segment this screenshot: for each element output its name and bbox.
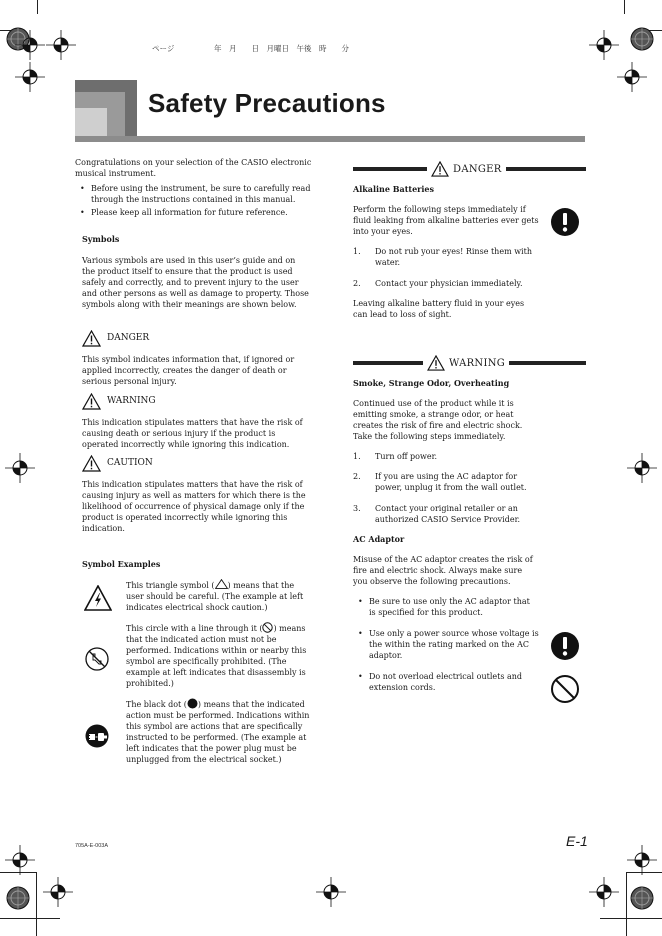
mandatory-action-icon (550, 631, 580, 661)
page-title: Safety Precautions (148, 88, 386, 118)
symbols-heading: Symbols (82, 234, 120, 244)
prohibition-inline-icon (262, 622, 273, 633)
example3-text-post: ) means that the indicated action must be performed. Indications within this symbol are actions that are specifically instructed to be performed. (The example at left indicates that the power plug must be unplugged from the electrical socket.) (126, 700, 310, 764)
danger-text: This symbol indicates information that, if ignored or applied incorrectly, creates the danger of death or serious personal injury. (82, 355, 295, 386)
crosshair-target-icon (46, 30, 76, 60)
list-item: • Please keep all information for future reference. (75, 207, 315, 218)
alkaline-after-text: Leaving alkaline battery fluid in your eyes can lead to loss of sight. (353, 299, 525, 319)
print-header-page-label: ページ (152, 44, 175, 53)
ac-adaptor-text: Misuse of the AC adaptor creates the risk of fire and electric shock. Always make sure you observe the following precautions. (353, 555, 533, 586)
example2-text (126, 622, 310, 689)
warning-label: WARNING (107, 396, 156, 406)
ac-adaptor-heading: AC Adaptor (353, 534, 405, 544)
crosshair-target-icon (589, 30, 619, 60)
example1-text-post: ) means that the user should be careful. (The example at left indicates electrical shock caution.) (126, 581, 304, 612)
caution-label: CAUTION (107, 458, 153, 468)
title-graphic (75, 80, 137, 142)
crosshair-target-icon (316, 877, 346, 907)
smoke-text: Continued use of the product while it is emitting smoke, a strange odor, or heat creates the risk of fire and electric shock. Take the following steps immediately. (353, 399, 523, 441)
crop-line (0, 918, 60, 919)
crop-line (624, 0, 625, 14)
danger-symbol-label (82, 330, 149, 347)
mandatory-action-icon (550, 207, 580, 237)
warning-banner-label: WARNING (449, 357, 506, 369)
ac-adaptor-bullets (353, 596, 539, 695)
crop-line (600, 918, 662, 919)
warning-triangle-icon (82, 393, 101, 410)
example1-text-pre: This triangle symbol ( (126, 581, 215, 590)
crop-line (37, 0, 38, 14)
warning-triangle-icon (427, 355, 445, 371)
example3-text-pre: The black dot ( (126, 700, 187, 709)
disassembly-prohibited-icon (84, 646, 110, 672)
prohibition-icon (550, 674, 580, 704)
danger-banner (353, 162, 586, 176)
registration-circle-icon (627, 883, 657, 913)
triangle-inline-icon (215, 579, 228, 589)
footer-code: 705A-E-003A (75, 843, 109, 849)
crosshair-target-icon (627, 845, 657, 875)
warning-symbol-label (82, 393, 156, 410)
registration-circle-icon (627, 24, 657, 54)
crosshair-target-icon (5, 845, 35, 875)
example2-text-post: ) means that the indicated action must not be performed. Indications within or nearby this symbol are specifically prohibited. (The example at left indicates that disassembly is prohibited.) (126, 624, 307, 688)
intro-text: Congratulations on your selection of the CASIO electronic musical instrument. (75, 158, 312, 178)
registration-circle-icon (3, 883, 33, 913)
print-header-date: 年 月 日 月曜日 午後 時 分 (214, 44, 349, 53)
example1-text (126, 579, 310, 613)
intro-bullets (75, 183, 315, 220)
danger-label: DANGER (107, 333, 150, 343)
crosshair-target-icon (627, 453, 657, 483)
list-item: 1. Do not rub your eyes! Rinse them with water. (353, 247, 532, 267)
list-item: • Be sure to use only the AC adaptor that is specified for this product. (353, 596, 539, 618)
list-item: • Use only a power source whose voltage is the within the rating marked on the AC adaptor. (353, 628, 539, 661)
crosshair-target-icon (589, 877, 619, 907)
page-number: E-1 (566, 833, 588, 849)
list-item: • Do not overload electrical outlets and extension cords. (353, 671, 539, 693)
crosshair-target-icon (5, 453, 35, 483)
caution-symbol-label (82, 455, 153, 472)
list-item: 2. Contact your physician immediately. (353, 279, 523, 288)
example2-text-pre: This circle with a line through it ( (126, 624, 263, 633)
warning-triangle-icon (82, 330, 101, 347)
electric-shock-warning-icon (84, 585, 112, 611)
warning-banner (353, 356, 586, 370)
crosshair-target-icon (43, 877, 73, 907)
crosshair-target-icon (15, 30, 45, 60)
list-item: 2. If you are using the AC adaptor for power, unplug it from the wall outlet. (353, 472, 527, 492)
danger-banner-label: DANGER (453, 163, 502, 175)
black-dot-inline-icon (187, 698, 198, 709)
warning-triangle-icon (82, 455, 101, 472)
symbol-examples-heading: Symbol Examples (82, 559, 161, 569)
caution-text: This indication stipulates matters that have the risk of causing injury as well as matters for which there is the likelihood of occurrence of physical damage only if the product is operated incorrectly while ignoring this indication. (82, 480, 306, 533)
unplug-instruction-icon (84, 723, 110, 749)
list-item: • Before using the instrument, be sure to carefully read through the instructions contained in this manual. (75, 183, 315, 205)
crosshair-target-icon (15, 62, 45, 92)
crosshair-target-icon (617, 62, 647, 92)
list-item: 3. Contact your original retailer or an authorized CASIO Service Provider. (353, 504, 521, 524)
example3-text (126, 698, 310, 765)
alkaline-text: Perform the following steps immediately if fluid leaking from alkaline batteries ever gets into your eyes. (353, 205, 539, 236)
alkaline-heading: Alkaline Batteries (353, 184, 435, 194)
title-rule (75, 136, 585, 142)
symbols-text: Various symbols are used in this user’s guide and on the product itself to ensure that the product is used safely and correctly, and to prevent injury to the user and other persons as well as damage to property. Those symbols along with their meanings are shown below. (82, 256, 309, 309)
smoke-heading: Smoke, Strange Odor, Overheating (353, 378, 510, 388)
crop-line (36, 872, 37, 936)
warning-text: This indication stipulates matters that have the risk of causing death or serious injury if the product is operated incorrectly while ignoring this indication. (82, 418, 303, 449)
list-item: 1. Turn off power. (353, 452, 438, 461)
warning-triangle-icon (431, 161, 449, 177)
